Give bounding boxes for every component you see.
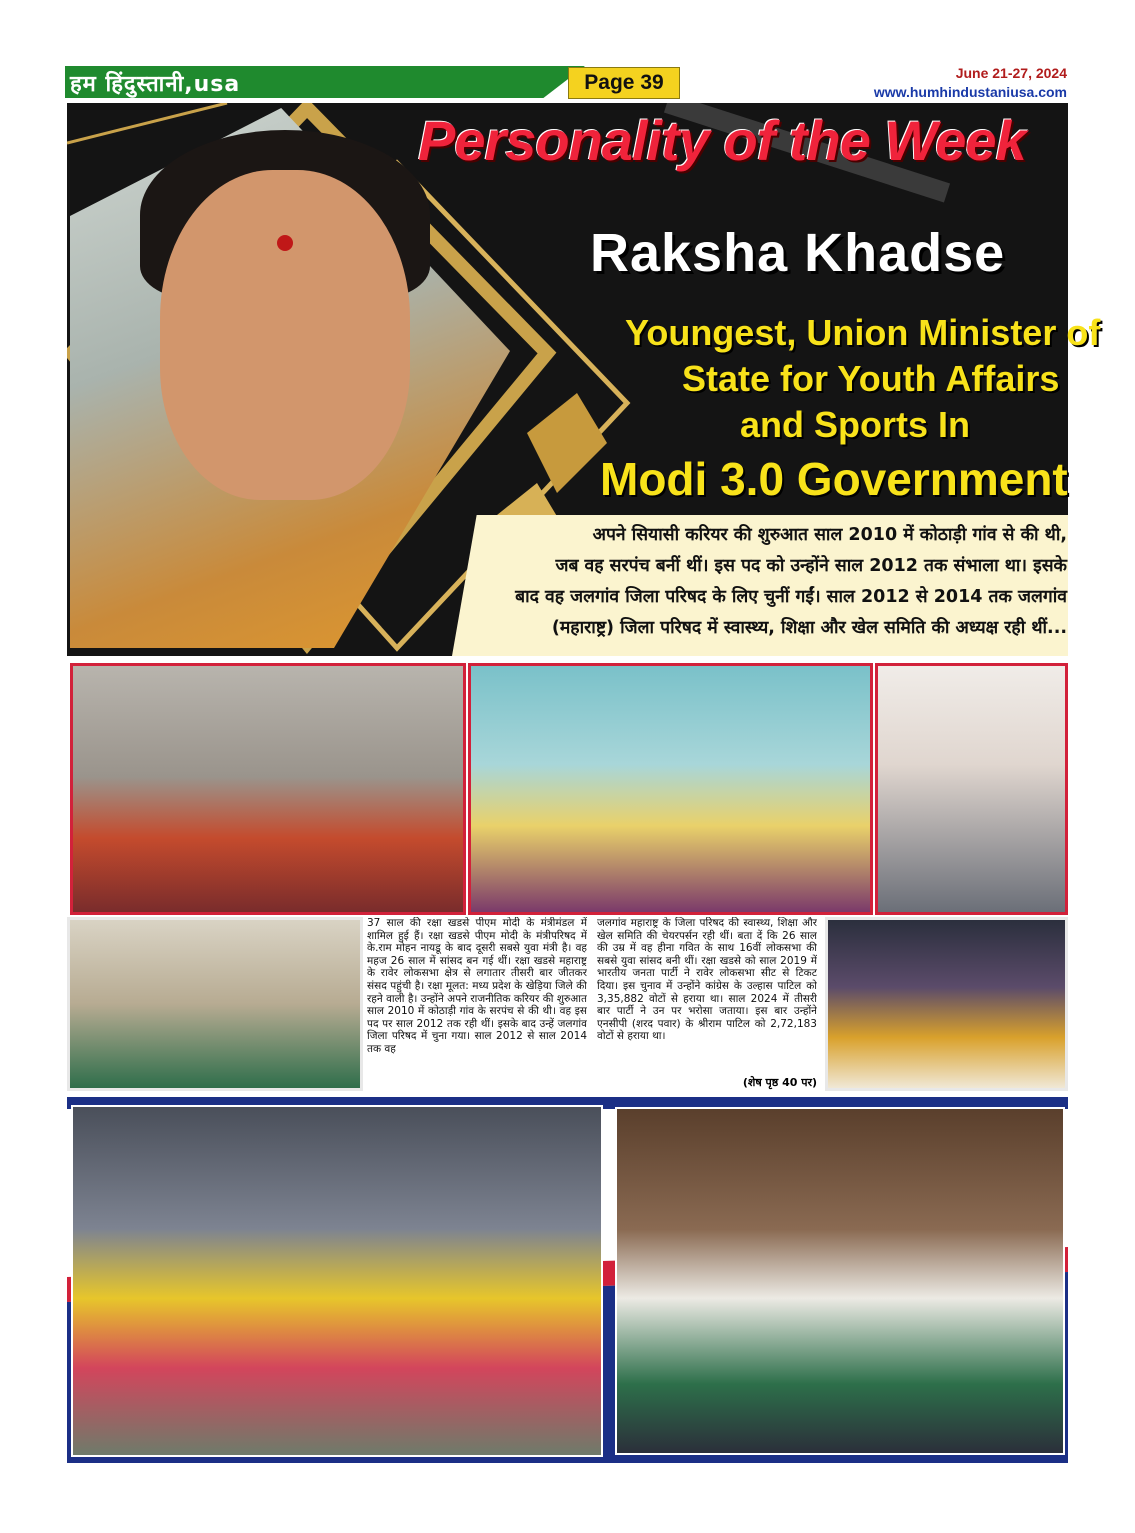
issue-date: June 21-27, 2024 bbox=[955, 65, 1067, 81]
paper-name: हम हिंदुस्तानी,usa bbox=[70, 72, 241, 97]
subtitle-line-2: State for Youth Affairs bbox=[682, 358, 1060, 399]
photo-with-child bbox=[875, 663, 1068, 915]
page-number: Page 39 bbox=[568, 67, 680, 99]
photo-modi-masks bbox=[67, 917, 363, 1091]
intro-line-2: जब वह सरपंच बनीं थीं। इस पद को उन्होंने साल 2012 तक संभाला था। इसके bbox=[555, 556, 1067, 576]
photo-party-leaders bbox=[71, 1105, 603, 1457]
intro-text bbox=[455, 520, 1067, 644]
photo-row-1 bbox=[67, 660, 1068, 915]
article-column-1: 37 साल की रक्षा खडसे पीएम मोदी के मंत्रीमंडल में शामिल हुई हैं। रक्षा खडसे पीएम मोदी के मंत्रीपरिषद में के.राम मोहन नायडू के बाद दूसरी सबसे युवा मंत्री है। वह महज 26 साल में सांसद बन गई थीं। रक्षा खडसे महाराष्ट्र के रावेर लोकसभा क्षेत्र से लगातार तीसरी बार जीतकर संसद पहुंची है। रक्षा मूलत: मध्य प्रदेश के खेड़िया जिले की रहने वाली है। उन्होंने अपने राजनीतिक करियर की शुरुआत साल 2010 में कोठाड़ी गांव के सरपंच से की थी। वह इस पद पर साल 2012 तक रही थीं। इसके बाद उन्हें जलगांव जिला परिषद में चुना गया। साल 2012 से साल 2014 तक वह bbox=[367, 917, 587, 1055]
continued-note: (शेष पृष्ठ 40 पर) bbox=[742, 1076, 817, 1089]
section-title: Personality of the Week bbox=[418, 109, 1026, 172]
photo-stage-garlands bbox=[825, 917, 1068, 1091]
photo-bouquet-felicitation bbox=[615, 1107, 1065, 1455]
subtitle-line-4: Modi 3.0 Government bbox=[600, 453, 1068, 505]
bindi bbox=[277, 235, 293, 251]
intro-line-4: (महाराष्ट्र) जिला परिषद में स्वास्थ्य, शिक्षा और खेल समिति की अध्यक्ष रही थीं... bbox=[551, 618, 1067, 638]
subtitle-line-3: and Sports In bbox=[740, 404, 971, 445]
intro-line-3: बाद वह जलगांव जिला परिषद के लिए चुनीं गईं। साल 2012 से 2014 तक जलगांव bbox=[515, 587, 1067, 607]
photo-group-event bbox=[468, 663, 873, 915]
person-name: Raksha Khadse bbox=[590, 223, 1006, 283]
website-url[interactable]: www.humhindustaniusa.com bbox=[873, 84, 1067, 100]
article-row bbox=[67, 915, 1068, 1093]
subtitle-line-1: Youngest, Union Minister of bbox=[625, 312, 1101, 353]
bottom-photo-band bbox=[67, 1097, 1068, 1463]
photo-village-meeting bbox=[70, 663, 466, 915]
portrait-face bbox=[160, 170, 410, 500]
article-column-2: जलगांव महाराष्ट्र के जिला परिषद की स्वास्थ्य, शिक्षा और खेल समिति की चेयरपर्सन रही थीं। बता दें कि 26 साल की उम्र में वह हीना गवित के साथ 16वीं लोकसभा की सबसे युवा सांसद बनी थीं। रक्षा खडसे को साल 2019 में भारतीय जनता पार्टी ने रावेर लोकसभा सीट से टिकट दिया। इस चुनाव में उन्होंने कांग्रेस के उल्हास पाटिल को 3,35,882 वोटों से हराया था। साल 2024 में तीसरी बार पार्टी ने उन पर भरोसा जताया। इस बार उन्होंने एनसीपी (शरद पवार) के श्रीराम पाटिल को 2,72,183 वोटों से हराया था। bbox=[597, 917, 817, 1043]
intro-line-1: अपने सियासी करियर की शुरुआत साल 2010 में कोठाड़ी गांव से की थी, bbox=[592, 525, 1067, 545]
